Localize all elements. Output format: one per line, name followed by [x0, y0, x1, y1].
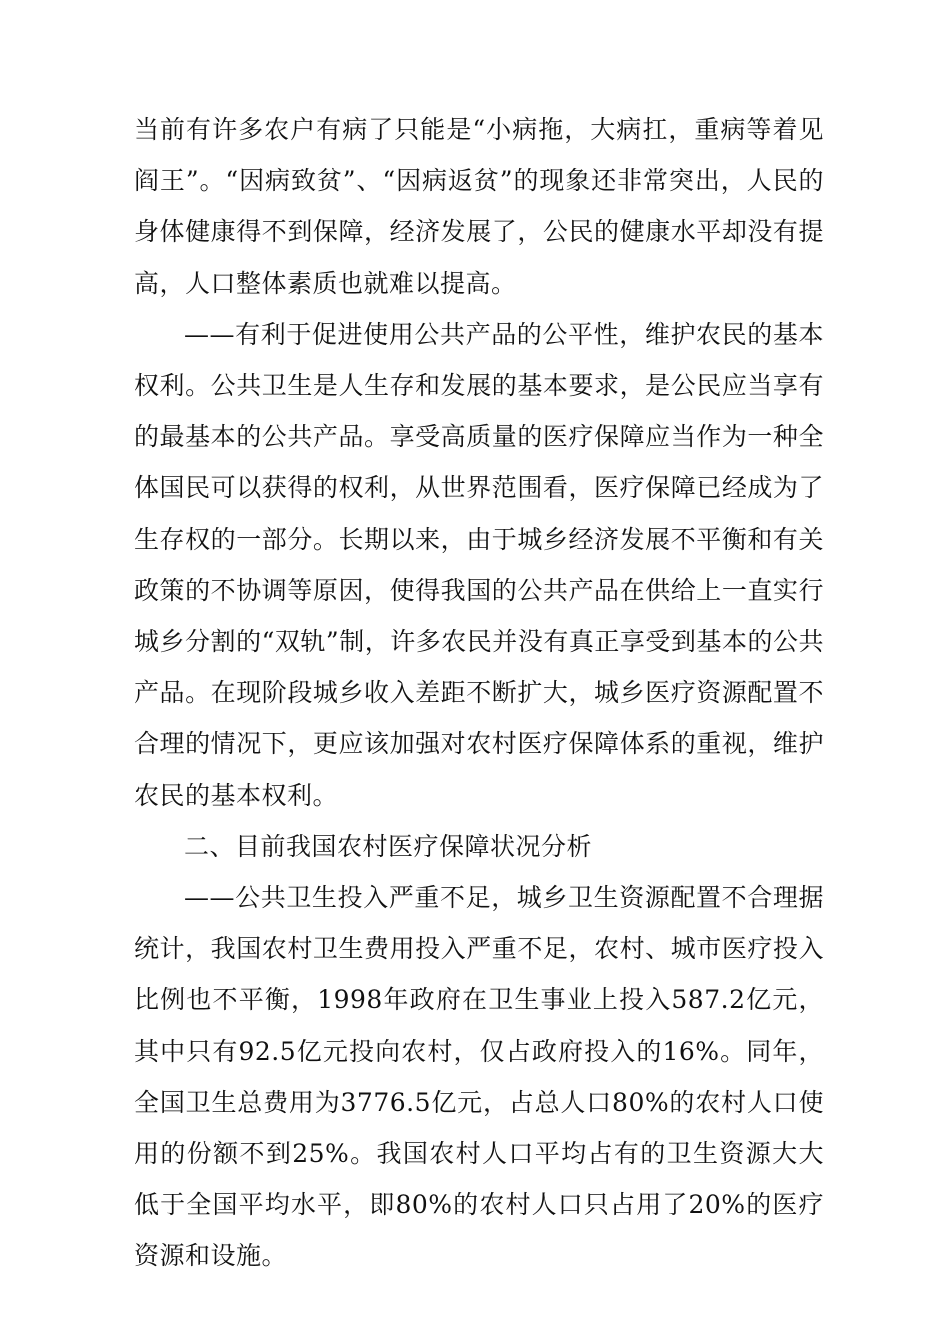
section-heading: 二、目前我国农村医疗保障状况分析 — [184, 831, 593, 861]
paragraph-public-product-fairness: ——有利于促进使用公共产品的公平性，维护农民的基本权利。公共卫生是人生存和发展的基本要求，是公民应当享有的最基本的公共产品。享受高质量的医疗保障应当作为一种全体国民可以获得的权利，从世界范围看，医疗保障已经成为了生存权的一部分。长期以来，由于城乡经济发展不平衡和有关政策的不协调等原因，使得我国的公共产品在供给上一直实行城乡分割的“双轨”制，许多农民并没有真正享受到基本的公共产品。在现阶段城乡收入差距不断扩大，城乡医疗资源配置不合理的情况下，更应该加强对农村医疗保障体系的重视，维护农民的基本权利。 — [134, 319, 824, 810]
paragraph-continuation: 当前有许多农户有病了只能是“小病拖，大病扛，重病等着见阎王”。“因病致贫”、“因病返贫”的现象还非常突出，人民的身体健康得不到保障，经济发展了，公民的健康水平却没有提高，人口整体素质也就难以提高。 — [134, 115, 824, 298]
paragraph-health-investment: ——公共卫生投入严重不足，城乡卫生资源配置不合理据统计，我国农村卫生费用投入严重不足，农村、城市医疗投入比例也不平衡，1998年政府在卫生事业上投入587.2亿元，其中只有92.5亿元投向农村，仅占政府投入的16%。同年，全国卫生总费用为3776.5亿元，占总人口80%的农村人口使用的份额不到25%。我国农村人口平均占有的卫生资源大大低于全国平均水平，即80%的农村人口只占用了20%的医疗资源和设施。 — [134, 883, 824, 1271]
document-page — [134, 104, 824, 1282]
